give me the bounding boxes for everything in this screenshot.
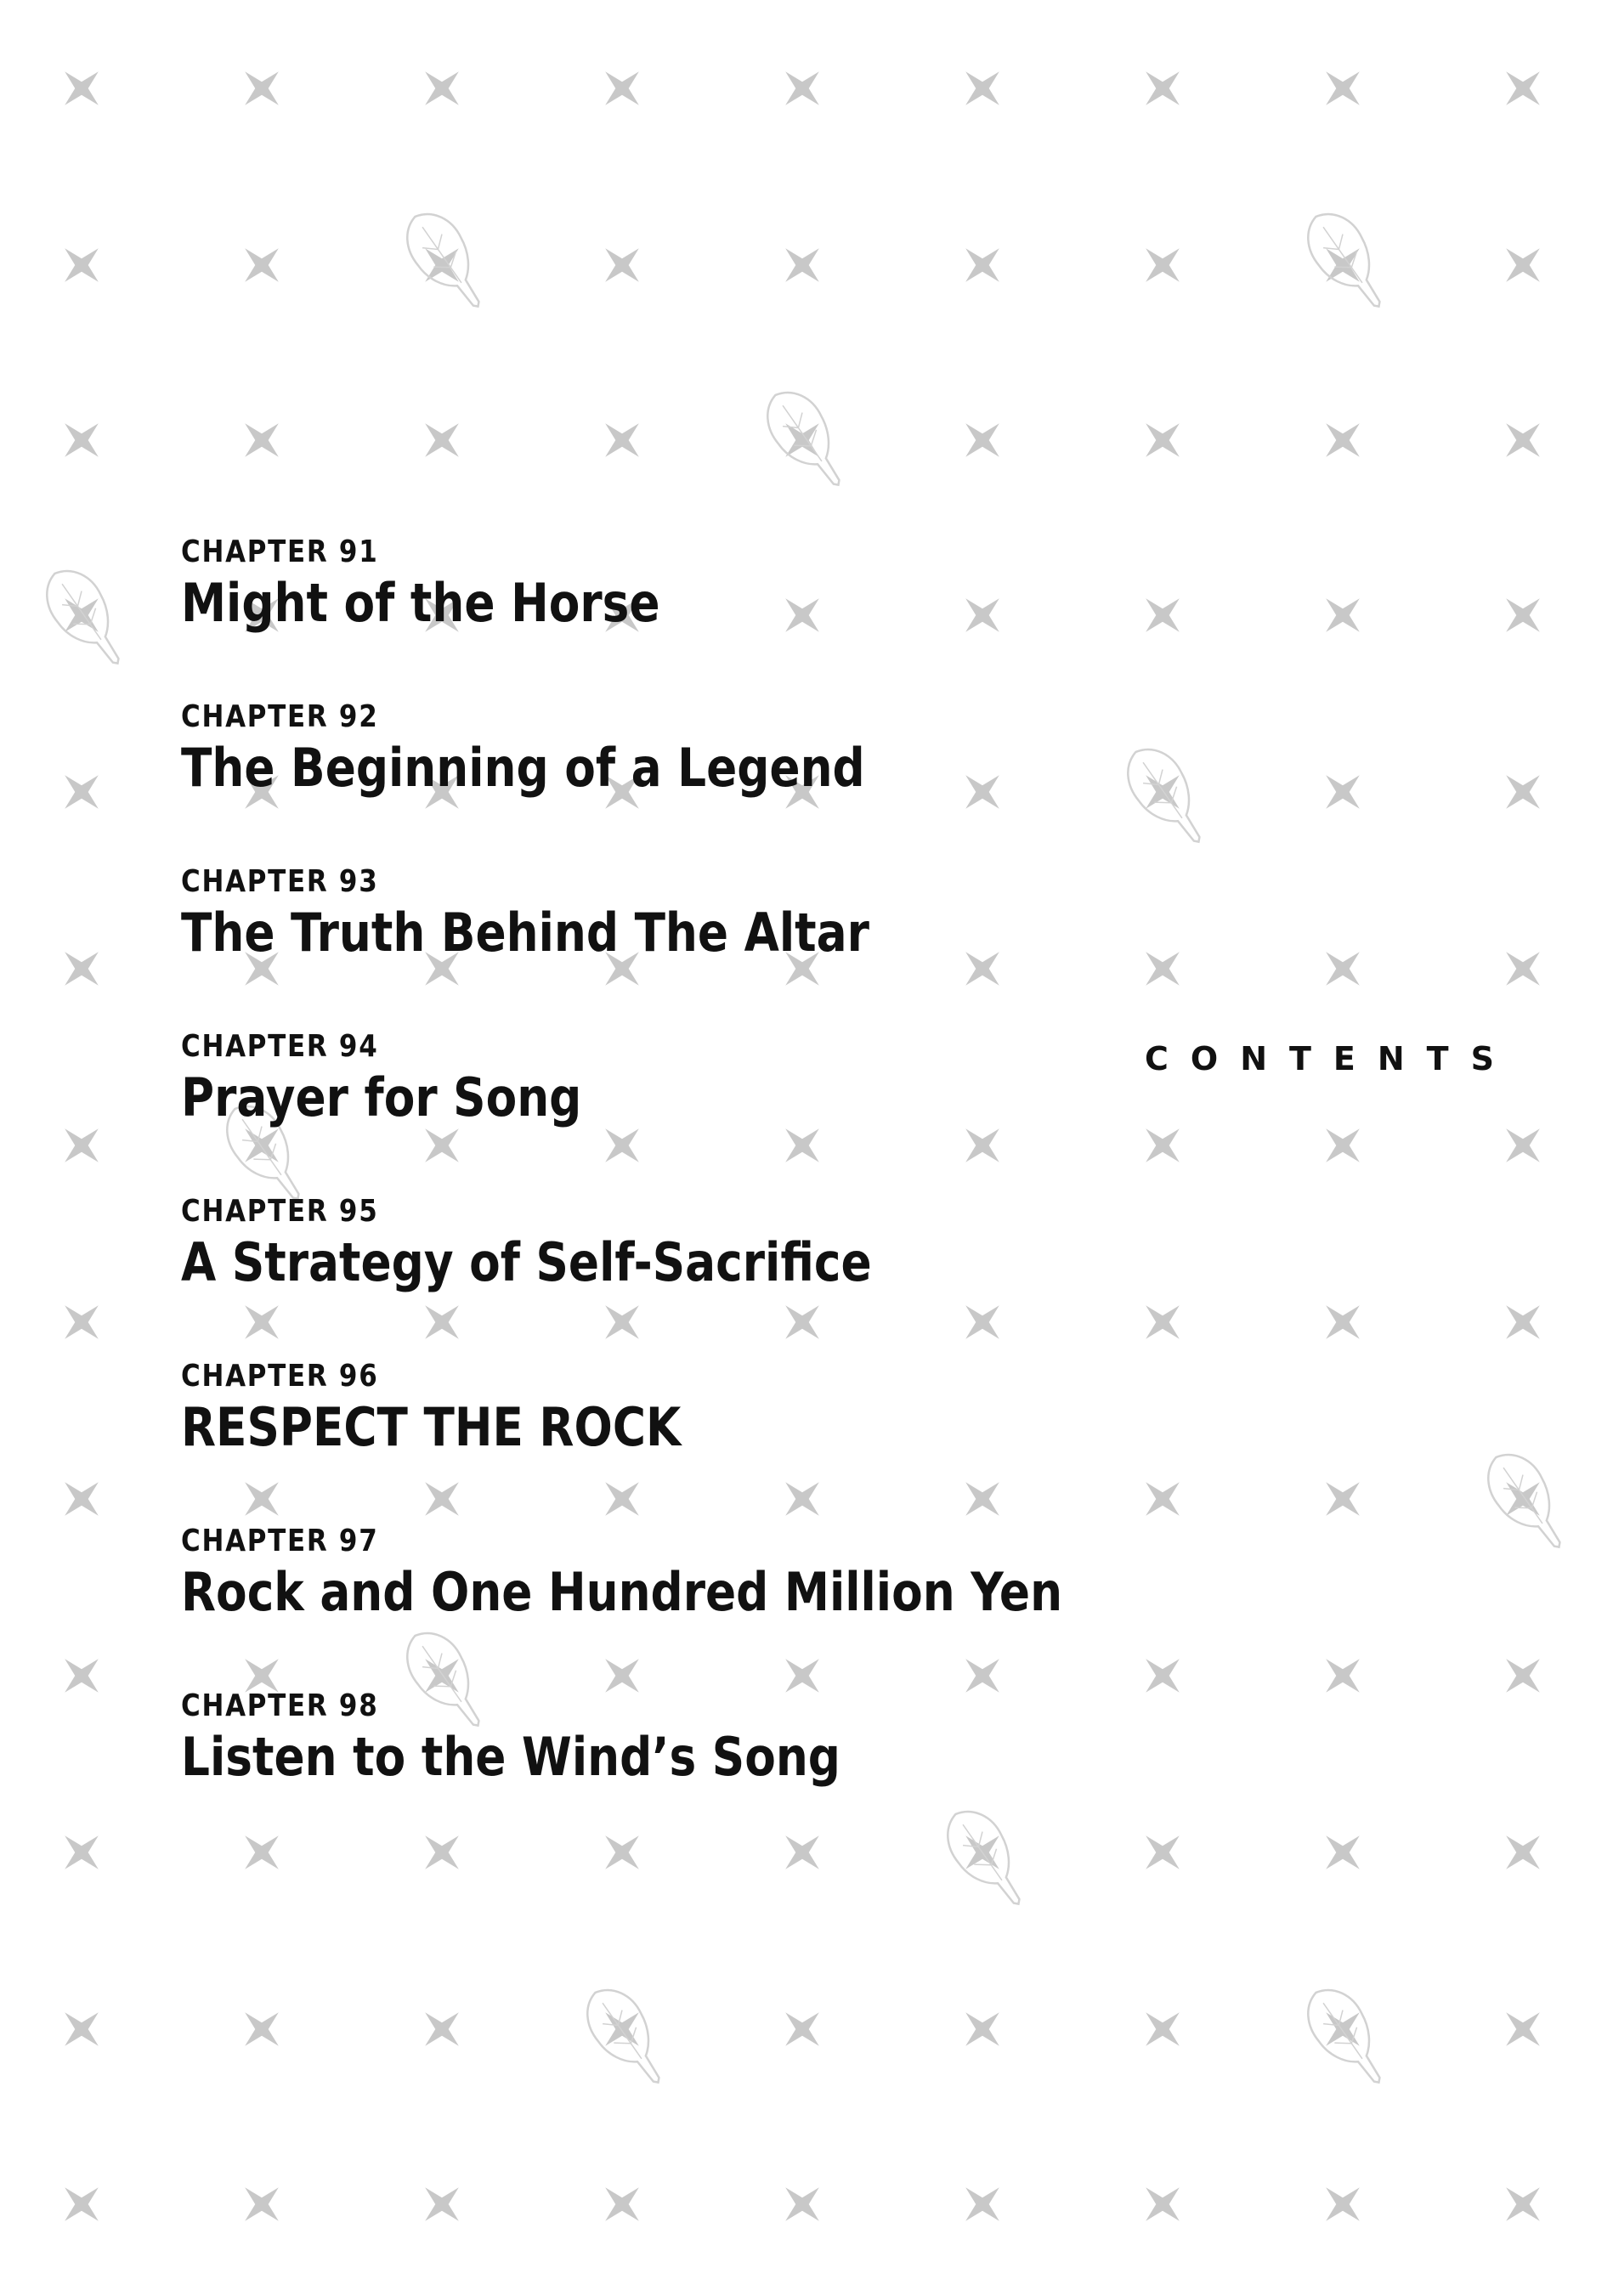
chapter-title: Prayer for Song	[181, 1066, 582, 1128]
four-point-star-icon	[245, 2012, 279, 2046]
leaf-outline-icon	[394, 201, 500, 321]
chapter-number: CHAPTER 91	[181, 534, 379, 569]
chapter-list	[181, 534, 1116, 1852]
four-point-star-icon	[1326, 71, 1360, 105]
four-point-star-icon	[965, 248, 999, 282]
four-point-star-icon	[1146, 598, 1180, 632]
four-point-star-icon	[1326, 1482, 1360, 1516]
four-point-star-icon	[65, 71, 99, 105]
four-point-star-icon	[65, 1659, 99, 1693]
leaf-outline-icon	[34, 558, 139, 678]
four-point-star-icon	[1326, 1659, 1360, 1693]
leaf-outline-icon	[574, 1977, 680, 2097]
four-point-star-icon	[1146, 2012, 1180, 2046]
four-point-star-icon	[1506, 1305, 1540, 1339]
four-point-star-icon	[605, 71, 639, 105]
four-point-star-icon	[425, 2012, 459, 2046]
four-point-star-icon	[1326, 1305, 1360, 1339]
four-point-star-icon	[1146, 952, 1180, 986]
chapter-entry	[181, 863, 1116, 1028]
four-point-star-icon	[1146, 1659, 1180, 1693]
four-point-star-icon	[1506, 71, 1540, 105]
four-point-star-icon	[605, 423, 639, 457]
contents-heading: CONTENTS	[1145, 1040, 1516, 1077]
four-point-star-icon	[65, 1482, 99, 1516]
four-point-star-icon	[785, 2012, 819, 2046]
four-point-star-icon	[1326, 1835, 1360, 1869]
four-point-star-icon	[1506, 2187, 1540, 2221]
four-point-star-icon	[1146, 423, 1180, 457]
leaf-outline-icon	[1295, 201, 1401, 321]
four-point-star-icon	[1506, 598, 1540, 632]
four-point-star-icon	[245, 248, 279, 282]
chapter-entry	[181, 1028, 1116, 1193]
four-point-star-icon	[65, 775, 99, 809]
four-point-star-icon	[1326, 598, 1360, 632]
four-point-star-icon	[1506, 423, 1540, 457]
chapter-entry	[181, 1523, 1116, 1688]
four-point-star-icon	[65, 248, 99, 282]
four-point-star-icon	[1326, 423, 1360, 457]
four-point-star-icon	[1326, 2012, 1360, 2046]
four-point-star-icon	[965, 2012, 999, 2046]
chapter-number: CHAPTER 95	[181, 1194, 379, 1229]
four-point-star-icon	[605, 2012, 639, 2046]
chapter-entry	[181, 1358, 1116, 1523]
chapter-number: CHAPTER 94	[181, 1029, 379, 1064]
four-point-star-icon	[1506, 1835, 1540, 1869]
leaf-outline-icon	[1475, 1442, 1581, 1562]
four-point-star-icon	[1146, 1835, 1180, 1869]
four-point-star-icon	[65, 2012, 99, 2046]
four-point-star-icon	[965, 2187, 999, 2221]
four-point-star-icon	[1506, 952, 1540, 986]
leaf-outline-icon	[1295, 1977, 1401, 2097]
four-point-star-icon	[65, 1305, 99, 1339]
four-point-star-icon	[65, 952, 99, 986]
four-point-star-icon	[1146, 1482, 1180, 1516]
four-point-star-icon	[65, 423, 99, 457]
four-point-star-icon	[1146, 248, 1180, 282]
four-point-star-icon	[785, 248, 819, 282]
chapter-title: The Beginning of a Legend	[181, 737, 865, 799]
four-point-star-icon	[1506, 1659, 1540, 1693]
four-point-star-icon	[785, 2187, 819, 2221]
chapter-entry	[181, 1193, 1116, 1358]
four-point-star-icon	[965, 71, 999, 105]
four-point-star-icon	[605, 248, 639, 282]
chapter-number: CHAPTER 92	[181, 699, 379, 734]
four-point-star-icon	[65, 2187, 99, 2221]
chapter-number: CHAPTER 96	[181, 1359, 379, 1394]
four-point-star-icon	[245, 423, 279, 457]
four-point-star-icon	[245, 71, 279, 105]
four-point-star-icon	[605, 2187, 639, 2221]
four-point-star-icon	[245, 2187, 279, 2221]
four-point-star-icon	[1146, 1305, 1180, 1339]
four-point-star-icon	[425, 2187, 459, 2221]
four-point-star-icon	[1326, 952, 1360, 986]
chapter-entry	[181, 534, 1116, 698]
four-point-star-icon	[1146, 2187, 1180, 2221]
four-point-star-icon	[65, 1128, 99, 1162]
four-point-star-icon	[1506, 2012, 1540, 2046]
four-point-star-icon	[65, 1835, 99, 1869]
four-point-star-icon	[785, 423, 819, 457]
four-point-star-icon	[1326, 2187, 1360, 2221]
chapter-title: The Truth Behind The Altar	[181, 902, 869, 964]
four-point-star-icon	[1506, 1128, 1540, 1162]
chapter-number: CHAPTER 98	[181, 1688, 379, 1723]
four-point-star-icon	[785, 71, 819, 105]
chapter-number: CHAPTER 93	[181, 864, 379, 899]
four-point-star-icon	[1326, 1128, 1360, 1162]
four-point-star-icon	[1506, 775, 1540, 809]
four-point-star-icon	[1146, 1128, 1180, 1162]
chapter-title: A Strategy of Self-Sacrifice	[181, 1231, 872, 1293]
four-point-star-icon	[1326, 775, 1360, 809]
four-point-star-icon	[1506, 248, 1540, 282]
chapter-entry	[181, 1688, 1116, 1852]
four-point-star-icon	[965, 423, 999, 457]
chapter-title: RESPECT THE ROCK	[181, 1396, 682, 1458]
chapter-title: Listen to the Wind’s Song	[181, 1726, 840, 1788]
chapter-title: Might of the Horse	[181, 572, 660, 634]
chapter-entry	[181, 698, 1116, 863]
leaf-outline-icon	[1115, 737, 1220, 857]
chapter-number: CHAPTER 97	[181, 1524, 379, 1558]
four-point-star-icon	[1146, 71, 1180, 105]
chapter-title: Rock and One Hundred Million Yen	[181, 1561, 1063, 1623]
four-point-star-icon	[425, 423, 459, 457]
four-point-star-icon	[425, 71, 459, 105]
leaf-outline-icon	[755, 380, 860, 500]
